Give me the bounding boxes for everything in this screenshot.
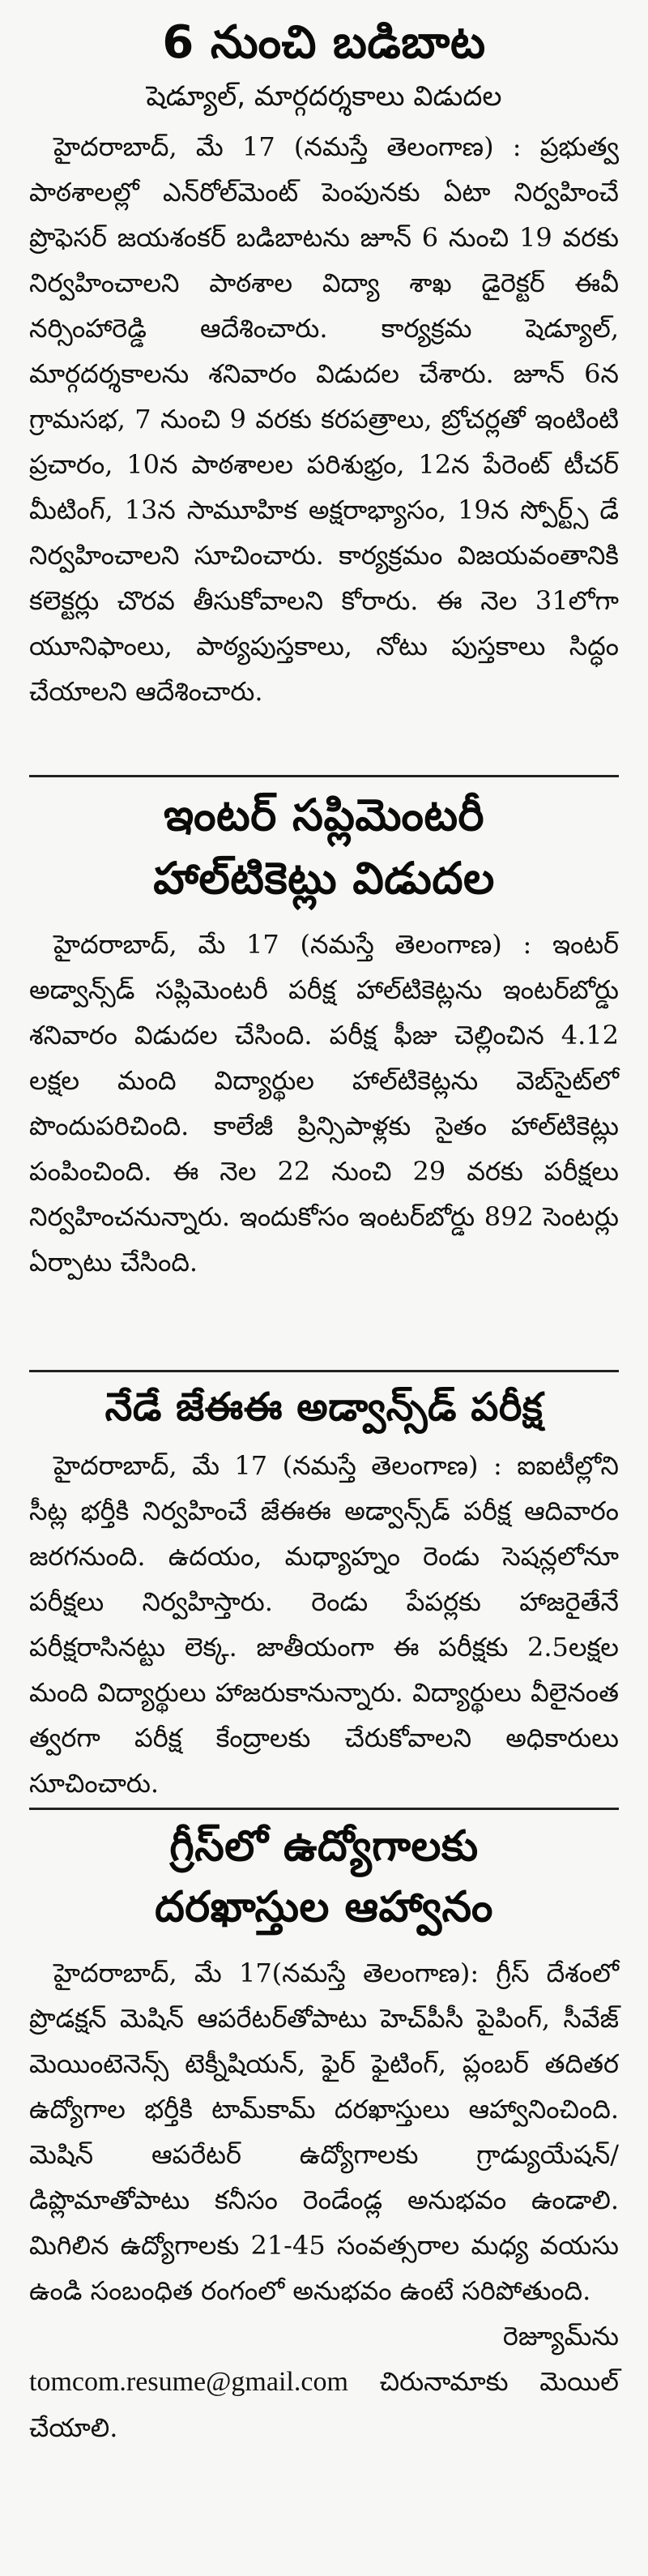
headline-line-1: గ్రీస్‌లో ఉద్యోగాలకు — [169, 1822, 479, 1871]
article-subheadline: షెడ్యూల్, మార్గదర్శకాలు విడుదల — [146, 80, 502, 113]
headline-line-1: ఇంటర్ సప్లిమెంటరీ — [163, 789, 485, 841]
section-divider — [29, 1370, 619, 1372]
article-body — [29, 1950, 619, 2450]
section-divider — [29, 775, 619, 777]
article-text: ప్రభుత్వ పాఠశాలల్లో ఎన్‌రోల్‌మెంట్ పెంపునకు ఏటా నిర్వహించే ప్రొఫెసర్ జయశంకర్ బడిబాటను జూన్ 6 నుంచి 19 వరకు నిర్వహించాలని పాఠశాల విద్యా శాఖ డైరెక్టర్ ఈవీ నర్సింహారెడ్డి ఆదేశించారు. కార్యక్రమ షెడ్యూల్, మార్గదర్శకాలను శనివారం విడుదల చేశారు. జూన్ 6న గ్రామసభ, 7 నుంచి 9 వరకు కరపత్రాలు, బ్రోచర్లతో ఇంటింటి ప్రచారం, 10న పాఠశాలల పరిశుభ్రం, 12న పేరెంట్ టీచర్ మీటింగ్, 13న సామూహిక అక్షరాభ్యాసం, 19న స్పోర్ట్స్ డే నిర్వహించాలని సూచించారు. కార్యక్రమం విజయవంతానికి కలెక్టర్లు చొరవ తీసుకోవాలని కోరారు. ఈ నెల 31లోగా యూనిఫాంలు, పాఠ్యపుస్తకాలు, నోటు పుస్తకాలు సిద్ధం చేయాలని ఆదేశించారు. — [29, 131, 620, 707]
article-text: ఇంటర్ అడ్వాన్స్‌డ్ సప్లిమెంటరీ పరీక్ష హాల్‌టికెట్లను ఇంటర్‌బోర్డు శనివారం విడుదల చేసింది. పరీక్ష ఫీజు చెల్లించిన 4.12 లక్షల మంది విద్యార్థుల హాల్‌టికెట్లను వెబ్‌సైట్‌లో పొందుపరిచింది. కాలేజీ ప్రిన్సిపాళ్లకు సైతం హాల్‌టికెట్లు పంపించింది. ఈ నెల 22 నుంచి 29 వరకు పరీక్షలు నిర్వహించనున్నారు. ఇందుకోసం ఇంటర్‌బోర్డు 892 సెంటర్లు ఏర్పాటు చేసింది. — [29, 929, 620, 1277]
article-jee-advanced — [29, 1383, 619, 1806]
article-headline: నేడే జేఈఈ అడ్వాన్స్‌డ్ పరీక్ష — [104, 1384, 544, 1430]
article-body — [29, 922, 619, 1285]
article-body — [29, 124, 619, 714]
article-dateline: హైదరాబాద్, మే 17 (నమస్తే తెలంగాణ) : — [53, 929, 532, 960]
article-badibata — [29, 15, 619, 714]
headline-line-2: దరఖాస్తుల ఆహ్వానం — [155, 1883, 493, 1932]
article-text: గ్రీస్ దేశంలో ప్రొడక్షన్ మెషిన్ ఆపరేటర్‌తోపాటు హెచ్‌పీసీ పైపింగ్, సీవేజ్ మెయింటెనెన్స్ టెక్నీషియన్, ఫైర్ ఫైటింగ్, ప్లంబర్ తదితర ఉద్యోగాల భర్తీకి టామ్‌కామ్ దరఖాస్తులు ఆహ్వానించింది. మెషిన్ ఆపరేటర్ ఉద్యోగాలకు గ్రాడ్యుయేషన్/డిప్లొమాతోపాటు కనీసం రెండేండ్ల అనుభవం ఉండాలి. మిగిలిన ఉద్యోగాలకు 21-45 సంవత్సరాల మధ్య వయసు ఉండి సంబంధిత రంగంలో అనుభవం ఉంటే సరిపోతుంది. — [29, 1958, 619, 2306]
article-dateline: హైదరాబాద్, మే 17(నమస్తే తెలంగాణ): — [53, 1958, 480, 1988]
headline-line-2: హాల్‌టికెట్లు విడుదల — [153, 852, 495, 904]
article-dateline: హైదరాబాద్, మే 17 (నమస్తే తెలంగాణ) : — [53, 131, 522, 162]
article-headline — [29, 1821, 619, 1934]
article-inter-hall-tickets — [29, 788, 619, 1285]
article-headline — [29, 788, 619, 905]
contact-email: tomcom.resume@gmail.com — [29, 2367, 348, 2397]
article-dateline: హైదరాబాద్, మే 17 (నమస్తే తెలంగాణ) : — [53, 1450, 502, 1481]
article-text: ఐఐటీల్లోని సీట్ల భర్తీకి నిర్వహించే జేఈఈ అడ్వాన్స్‌డ్ పరీక్ష ఆదివారం జరగనుంది. ఉదయం, మధ్యాహ్నం రెండు సెషన్లలోనూ పరీక్షలు నిర్వహిస్తారు. రెండు పేపర్లకు హాజరైతేనే పరీక్షరాసినట్టు లెక్క. జాతీయంగా ఈ పరీక్షకు 2.5లక్షల మంది విద్యార్థులు హాజరుకానున్నారు. విద్యార్థులు వీలైనంత త్వరగా పరీక్ష కేంద్రాలకు చేరుకోవాలని అధికారులు సూచించారు. — [29, 1450, 620, 1799]
article-greece-jobs — [29, 1821, 619, 2450]
article-closing: చిరునామాకు మెయిల్ చేయాలి. — [29, 2366, 619, 2443]
resume-label: రెజ్యూమ్‌ను — [502, 2321, 619, 2351]
article-headline: 6 నుంచి బడిబాట — [162, 16, 486, 69]
section-divider — [29, 1808, 619, 1810]
article-body — [29, 1443, 619, 1806]
